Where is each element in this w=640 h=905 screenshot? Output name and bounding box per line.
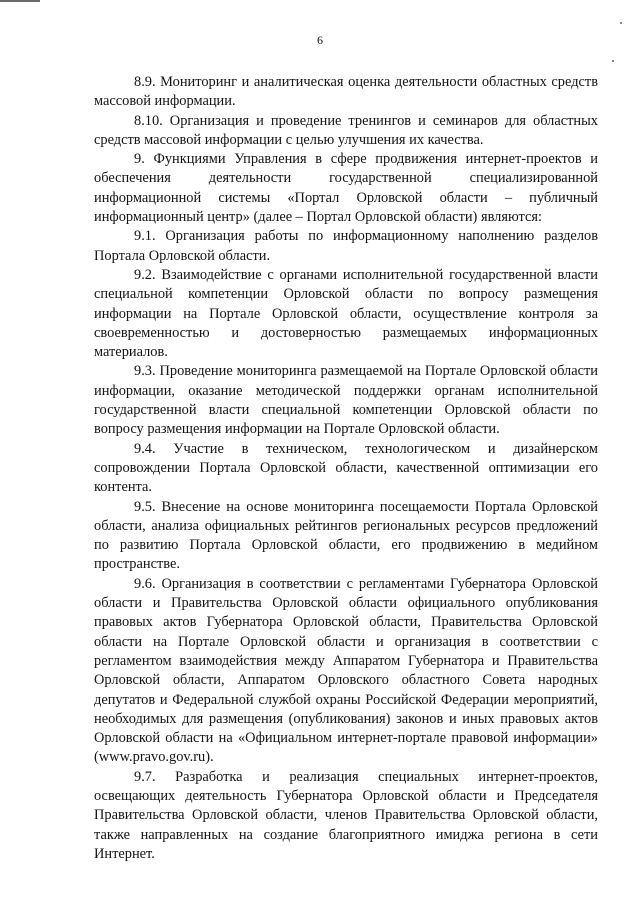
scan-edge-mark: [0, 0, 40, 2]
paragraph-9-2: 9.2. Взаимодействие с органами исполнительной государственной власти специальной компетенции Орловской области по вопросу размещения информации на Портале Орловской области, осуществление контроля за своевременностью и достоверностью размещаемых информационных материалов.: [94, 266, 598, 361]
document-body: [94, 73, 598, 864]
paragraph-9-6: 9.6. Организация в соответствии с регламентами Губернатора Орловской области и Правительства Орловской области официального опубликования правовых актов Губернатора Орловской области, Правительства Орловской области на Портале Орловской области и организация в соответствии с регламентом взаимодействия между Аппаратом Губернатора и Правительства Орловской области, Аппаратом Орловского областного Совета народных депутатов и Федеральной службой охраны Российской Федерации мероприятий, необходимых для размещения (опубликования) законов и иных правовых актов Орловской области на «Официальном интернет-портале правовой информации» (www.pravo.gov.ru).: [94, 575, 598, 766]
paragraph-9-4: 9.4. Участие в техническом, технологическом и дизайнерском сопровождении Портала Орловской области, качественной оптимизации его контента.: [94, 440, 598, 496]
scan-speck: [612, 60, 614, 62]
paragraph-8-9: 8.9. Мониторинг и аналитическая оценка деятельности областных средств массовой информации.: [94, 74, 598, 110]
paragraph-9-7: 9.7. Разработка и реализация специальных интернет-проектов, освещающих деятельность Губернатора Орловской области и Председателя Правительства Орловской области, членов Правительства Орловской области, также направленных на создание благоприятного имиджа региона в сети Интернет.: [94, 768, 598, 862]
paragraph-9-1: 9.1. Организация работы по информационному наполнению разделов Портала Орловской области.: [94, 228, 598, 264]
scan-speck: [620, 22, 622, 24]
paragraph-8-10: 8.10. Организация и проведение тренингов и семинаров для областных средств массовой информации с целью улучшения их качества.: [94, 112, 598, 148]
paragraph-9-3: 9.3. Проведение мониторинга размещаемой на Портале Орловской области информации, оказание методической поддержки органам исполнительной государственной власти специальной компетенции Орловской области по вопросу размещения информации на Портале Орловской области.: [94, 363, 598, 438]
paragraph-9-5: 9.5. Внесение на основе мониторинга посещаемости Портала Орловской области, анализа официальных рейтингов региональных ресурсов предложений по развитию Портала Орловской области, его продвижению в медийном пространстве.: [94, 498, 598, 573]
paragraph-9: 9. Функциями Управления в сфере продвижения интернет-проектов и обеспечения деятельности государственной специализированной информационной системы «Портал Орловской области – публичный информационный центр» (далее – Портал Орловской области) являются:: [94, 151, 598, 226]
page-number: 6: [317, 33, 323, 47]
